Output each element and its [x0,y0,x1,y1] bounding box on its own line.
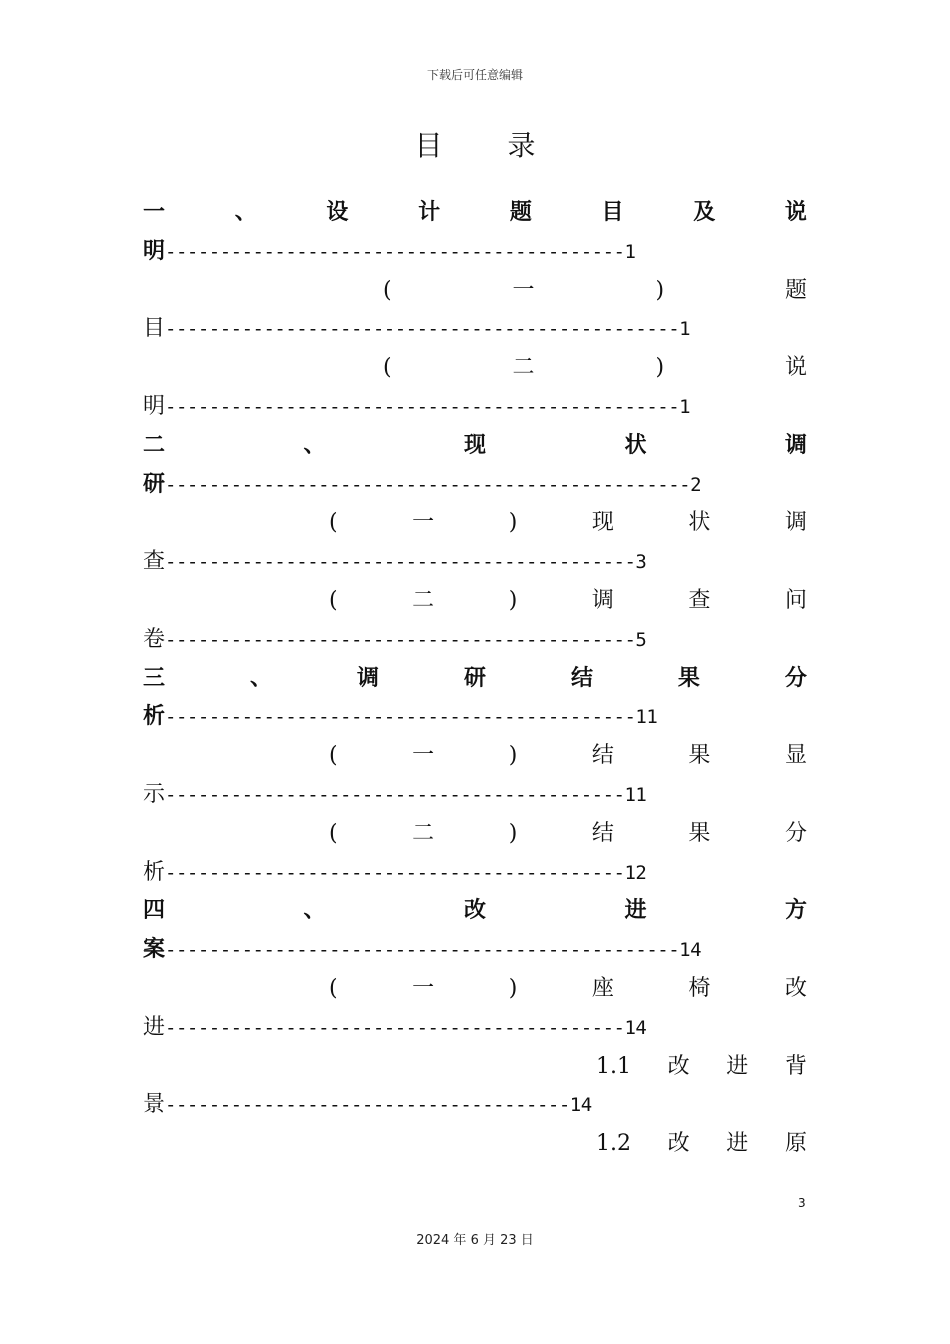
toc-entry-text: 结 [591,743,614,769]
toc-entry-heading[interactable] [143,196,807,230]
toc-entry-heading[interactable] [329,972,807,1006]
toc-entry-text: 果 [688,743,711,769]
toc-entry-text: 及 [693,200,716,225]
toc-entry-text: 现 [591,510,614,536]
toc-entry-text: 状 [624,432,647,458]
toc-entry-text: 说 [784,355,807,381]
toc-entry-text: 果 [688,820,711,846]
toc-entry-text: 改 [784,976,807,1001]
toc-entry-heading[interactable] [329,817,807,851]
toc-entry-heading[interactable] [383,274,807,308]
toc-entry-continuation: 查 [143,549,166,575]
toc-entry-text: ) [655,355,665,381]
toc-entry-text: 方 [784,898,807,924]
toc-entry-leader-line[interactable] [143,390,807,424]
toc-dot-leader: ------------------------------------------- [165,551,636,574]
toc-dot-leader: ----------------------------------------------- [165,318,680,341]
toc-page-number: 1 [679,396,691,418]
toc-entry-text: 座 [591,976,614,1001]
toc-page-number: 2 [690,473,702,496]
toc-entry-text: 改 [463,898,486,924]
toc-entry-text: 一 [512,277,535,303]
toc-entry-text: ( [329,976,338,1001]
toc-dot-leader: ----------------------------------------------- [165,396,680,418]
toc-entry-text: ) [508,820,518,846]
toc-entry-text: 问 [784,588,807,613]
toc-entry-text: ) [508,588,518,613]
toc-entry-text: 分 [784,820,807,846]
toc-entry-text: 调 [784,510,807,536]
toc-entry-text: 二 [143,432,166,458]
toc-entry-text: 计 [418,200,441,225]
page-number: 3 [798,1196,806,1210]
toc-entry-text: ) [508,510,518,536]
toc-dot-leader: ------------------------------------------ [165,1016,625,1039]
toc-page-number: 5 [635,628,647,651]
toc-entry-heading[interactable] [329,506,807,540]
toc-entry-text: 1.2 [596,1131,631,1157]
toc-entry-text: 1.1 [596,1053,631,1079]
toc-entry-text: 题 [509,200,532,225]
toc-entry-text: 椅 [688,976,711,1001]
toc-entry-leader-line[interactable] [143,778,807,812]
toc-entry-text: 结 [570,665,593,691]
toc-entry-text: 改 [667,1053,690,1079]
toc-entry-leader-line[interactable] [143,312,807,346]
toc-entry-text: ( [383,277,392,303]
toc-entry-text: 、 [303,432,326,458]
toc-dot-leader: ----------------------------------------------- [165,939,680,962]
toc-page-number: 12 [624,861,647,884]
toc-entry-continuation: 研 [143,471,166,497]
toc-entry-text: 背 [784,1053,807,1079]
toc-entry-text: ) [508,976,518,1001]
toc-entry-text: 分 [784,665,807,691]
footer-date: 2024 年 6 月 23 日 [416,1233,534,1248]
toc-page-number: 14 [679,939,702,962]
toc-entry-text: 原 [784,1131,807,1157]
toc-entry-heading[interactable] [143,429,807,463]
toc-entry-text: 改 [667,1131,690,1157]
toc-entry-text: 一 [143,200,166,225]
toc-entry-text: ( [329,510,338,536]
toc-entry-continuation: 进 [143,1014,166,1040]
toc-entry-text: 进 [726,1131,749,1157]
page-title: 目 录 [414,129,564,162]
toc-dot-leader: ------------------------------------------- [165,628,636,651]
toc-page-number: 14 [624,1016,647,1039]
toc-dot-leader: ------------------------------------- [165,1094,570,1117]
toc-entry-heading[interactable] [143,662,807,696]
toc-entry-text: 三 [143,665,166,691]
toc-entry-continuation: 目 [143,316,166,342]
toc-entry-text: 状 [688,510,711,536]
toc-entry-text: 二 [412,588,435,613]
toc-entry-text: 研 [463,665,486,691]
toc-entry-continuation: 案 [143,937,166,963]
toc-entry-text: 题 [784,277,807,303]
toc-dot-leader: ------------------------------------------------ [165,473,691,496]
toc-entry-leader-line[interactable] [143,623,807,657]
toc-entry-text: 调 [591,588,614,613]
toc-entry-text: 一 [412,976,435,1001]
toc-entry-text: 目 [601,200,624,225]
toc-page-number: 11 [635,706,658,729]
toc-entry-text: 说 [784,200,807,225]
toc-entry-continuation: 卷 [143,626,166,652]
toc-entry-continuation: 景 [143,1092,166,1118]
toc-entry-text: 果 [677,665,700,691]
toc-entry-leader-line[interactable] [143,933,807,967]
toc-dot-leader: ------------------------------------------ [165,861,625,884]
toc-entry-continuation: 析 [143,859,166,885]
toc-entry-text: 二 [412,820,435,846]
toc-entry-text: ( [329,743,338,769]
page-header: 下载后可任意编辑 [426,68,523,82]
toc-entry-text: 、 [249,665,272,691]
toc-entry-text: 、 [303,898,326,924]
toc-entry-leader-line[interactable] [143,235,807,269]
toc-dot-leader: ------------------------------------------ [165,784,625,806]
toc-entry-text: 调 [356,665,379,691]
toc-entry-leader-line[interactable] [143,545,807,579]
toc-entry-text: 进 [624,898,647,924]
toc-entry-leader-line[interactable] [143,468,807,502]
toc-entry-text: 结 [591,820,614,846]
toc-entry-text: 查 [688,588,711,613]
toc-entry-text: 一 [412,510,435,536]
toc-entry-heading[interactable] [596,1050,807,1084]
toc-entry-text: ) [655,277,665,303]
toc-entry-text: ( [383,355,392,381]
toc-entry-heading[interactable] [329,584,807,618]
toc-entry-leader-line[interactable] [143,1088,807,1122]
toc-entry-text: 调 [784,432,807,458]
toc-entry-continuation: 示 [143,782,166,807]
toc-entry-continuation: 析 [143,704,166,730]
toc-entry-text: ) [508,743,518,769]
toc-entry-leader-line[interactable] [143,1011,807,1045]
toc-entry-text: 一 [412,743,435,769]
toc-page-number: 1 [679,318,691,341]
toc-dot-leader: ------------------------------------------- [165,706,636,729]
toc-entry-leader-line[interactable] [143,700,807,734]
toc-entry-text: 设 [326,200,349,225]
toc-entry-continuation: 明 [143,238,166,264]
toc-page-number: 14 [569,1094,592,1117]
toc-entry-text: 二 [512,355,535,381]
toc-entry-heading[interactable] [383,351,807,385]
toc-entry-heading[interactable] [143,894,807,928]
toc-entry-heading[interactable] [329,739,807,773]
toc-entry-heading[interactable] [596,1127,807,1161]
toc-page-number: 1 [624,240,636,263]
toc-page-number: 3 [635,551,647,574]
toc-entry-text: ( [329,820,338,846]
toc-page-number: 11 [624,784,647,806]
toc-entry-text: 现 [463,432,486,458]
toc-entry-continuation: 明 [143,394,166,419]
toc-entry-leader-line[interactable] [143,856,807,890]
toc-entry-text: 显 [784,743,807,769]
toc-entry-text: 进 [726,1053,749,1079]
toc-entry-text: 四 [143,898,166,924]
toc-entry-text: 、 [234,200,257,225]
toc-dot-leader: ------------------------------------------ [165,240,625,263]
toc-entry-text: ( [329,588,338,613]
